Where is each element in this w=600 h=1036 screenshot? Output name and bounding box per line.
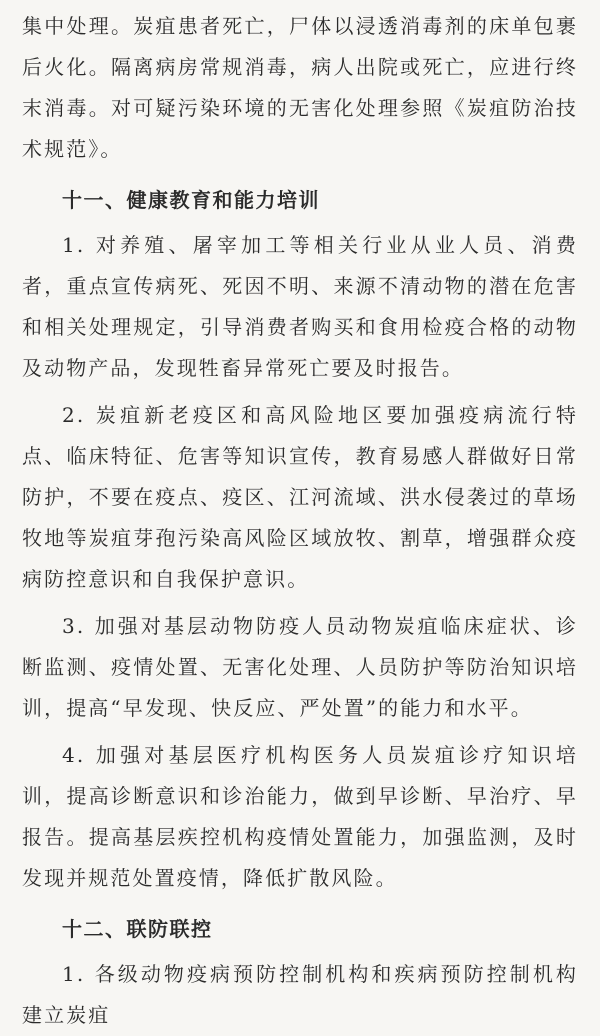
section-heading-12: 十二、联防联控 [62,917,213,941]
section-heading-11: 十一、健康教育和能力培训 [62,188,320,212]
paragraph-12-1: 1. 各级动物疫病预防控制机构和疾病预防控制机构建立炭疽 [22,962,578,1027]
paragraph-11-4: 4. 加强对基层医疗机构医务人员炭疽诊疗知识培训，提高诊断意识和诊治能力，做到早诊断、早治疗、早报告。提高基层疾控机构疫情处置能力，加强监测，及时发现并规范处置疫情，降低扩散风险。 [22,743,578,890]
paragraph-11-3: 3. 加强对基层动物防疫人员动物炭疽临床症状、诊断监测、疫情处置、无害化处理、人员防护等防治知识培训，提高“早发现、快反应、严处置”的能力和水平。 [22,614,578,720]
paragraph-intro: 集中处理。炭疽患者死亡，尸体以浸透消毒剂的床单包裹后火化。隔离病房常规消毒，病人出院或死亡，应进行终末消毒。对可疑污染环境的无害化处理参照《炭疽防治技术规范》。 [22,14,578,161]
paragraph-11-2: 2. 炭疽新老疫区和高风险地区要加强疫病流行特点、临床特征、危害等知识宣传，教育易感人群做好日常防护，不要在疫点、疫区、江河流域、洪水侵袭过的草场牧地等炭疽芽孢污染高风险区域放牧、割草，增强群众疫病防控意识和自我保护意识。 [22,403,578,591]
paragraph-11-1: 1. 对养殖、屠宰加工等相关行业从业人员、消费者，重点宣传病死、死因不明、来源不清动物的潜在危害和相关处理规定，引导消费者购买和食用检疫合格的动物及动物产品，发现牲畜异常死亡要及时报告。 [22,233,578,380]
spacer [22,170,578,176]
spacer [22,899,578,905]
